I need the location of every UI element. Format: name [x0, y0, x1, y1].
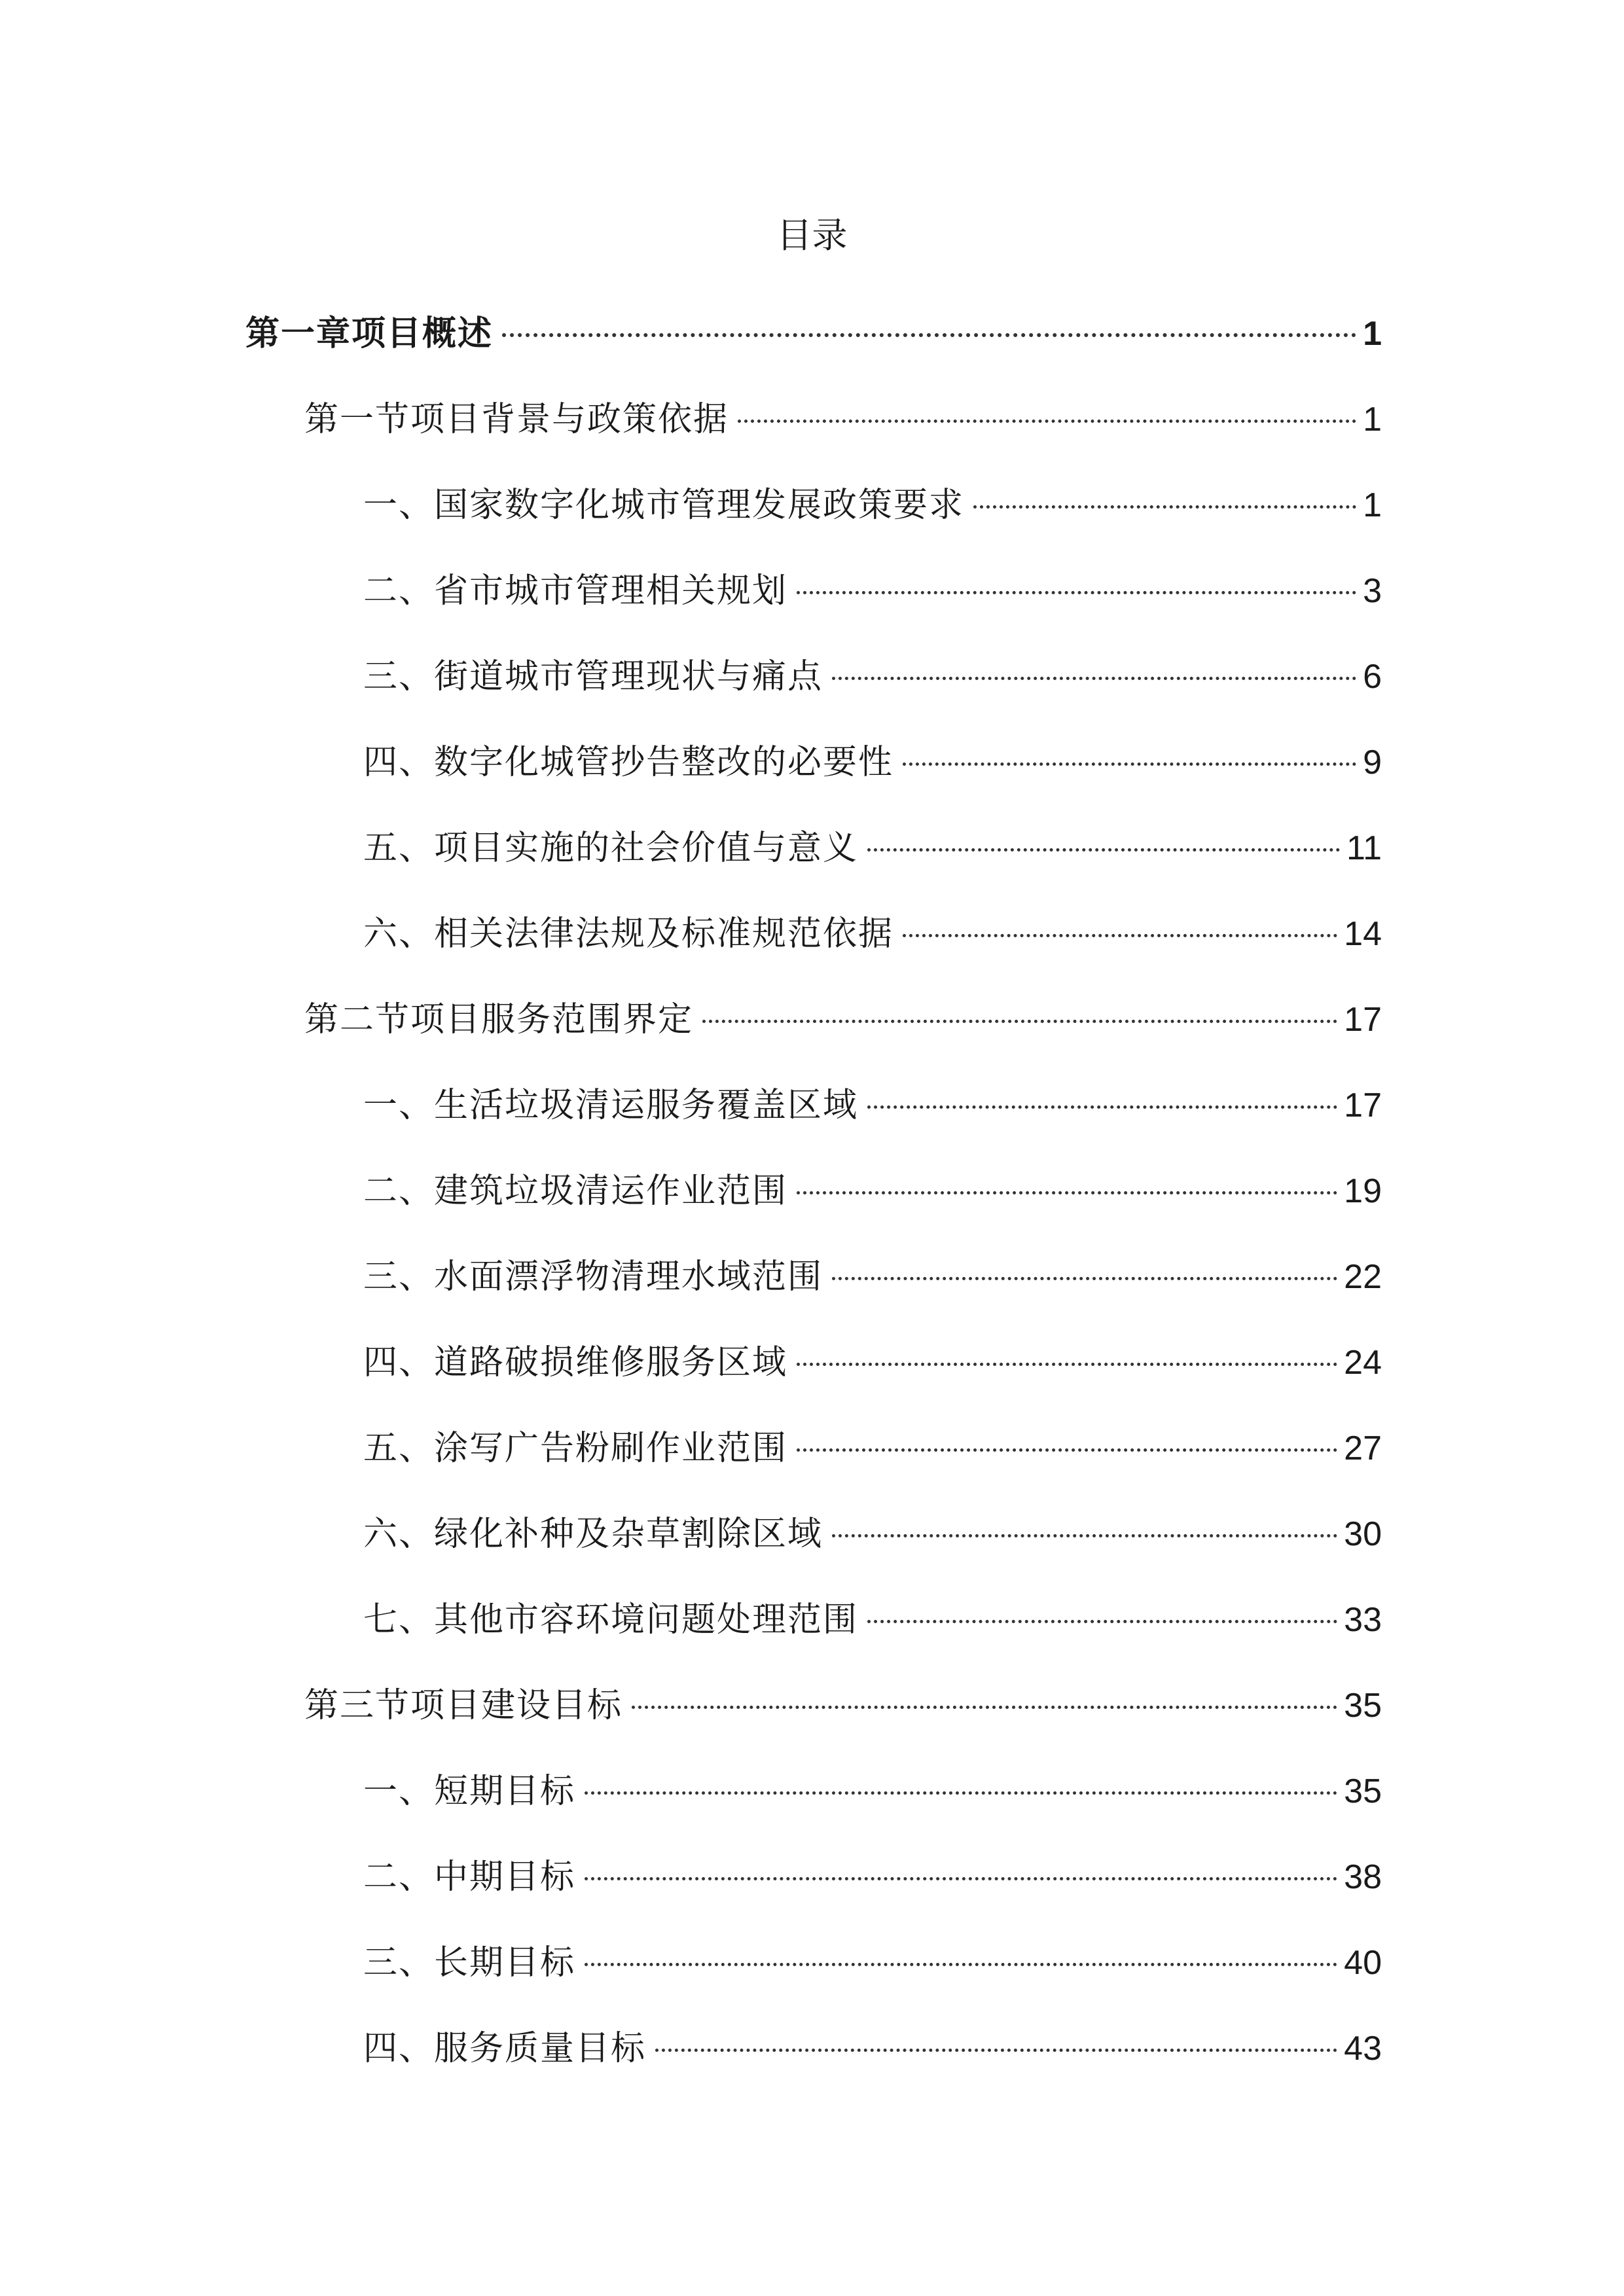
toc-entry-page: 1 — [1363, 486, 1382, 524]
toc-entry[interactable] — [0, 1412, 1624, 1498]
toc-entry-text: 第二节项目服务范围界定 — [304, 1000, 694, 1039]
dot-leader — [903, 762, 1356, 766]
toc-entry-page: 1 — [1363, 315, 1382, 353]
toc-entry[interactable] — [0, 1241, 1624, 1327]
toc-entry-page: 24 — [1344, 1344, 1382, 1382]
toc-entry-page: 40 — [1344, 1944, 1382, 1982]
toc-entry[interactable] — [0, 1069, 1624, 1155]
toc-entry[interactable] — [0, 298, 1624, 384]
toc-entry-page: 17 — [1344, 1001, 1382, 1039]
dot-leader — [632, 1706, 1337, 1709]
toc-entry-text: 六、相关法律法规及标准规范依据 — [363, 914, 894, 954]
dot-leader — [797, 1191, 1337, 1194]
toc-entry-page: 43 — [1344, 2030, 1382, 2068]
toc-entry[interactable] — [0, 898, 1624, 984]
toc-entry-page: 1 — [1363, 401, 1382, 439]
toc-entry-page: 14 — [1344, 915, 1382, 953]
toc-entry-text: 三、水面漂浮物清理水域范围 — [363, 1257, 823, 1297]
toc-entry[interactable] — [0, 726, 1624, 812]
dot-leader — [702, 1020, 1337, 1023]
toc-entry-page: 17 — [1344, 1086, 1382, 1124]
toc-entry[interactable] — [0, 1584, 1624, 1670]
toc-entry-page: 22 — [1344, 1258, 1382, 1296]
toc-entry-page: 38 — [1344, 1858, 1382, 1896]
toc-entry-page: 3 — [1363, 572, 1382, 610]
dot-leader — [585, 1963, 1337, 1966]
toc-entry-page: 19 — [1344, 1172, 1382, 1210]
toc-entry-text: 第三节项目建设目标 — [304, 1686, 623, 1725]
toc-title: 目录 — [776, 215, 848, 256]
toc-entry[interactable] — [0, 469, 1624, 555]
toc-entry-page: 27 — [1344, 1429, 1382, 1467]
dot-leader — [585, 1877, 1337, 1880]
dot-leader — [903, 934, 1337, 937]
toc-entry-text: 一、生活垃圾清运服务覆盖区域 — [363, 1086, 859, 1125]
toc-entry-page: 9 — [1363, 744, 1382, 781]
dot-leader — [867, 1620, 1337, 1623]
toc-entry[interactable] — [0, 1498, 1624, 1584]
toc-entry[interactable] — [0, 1155, 1624, 1241]
toc-entry[interactable] — [0, 1670, 1624, 1755]
toc-entry-page: 33 — [1344, 1601, 1382, 1639]
toc-entry-text: 第一节项目背景与政策依据 — [304, 400, 729, 439]
toc-entry-text: 三、长期目标 — [363, 1943, 576, 1982]
toc-entry[interactable] — [0, 384, 1624, 469]
toc-entry-page: 35 — [1344, 1772, 1382, 1810]
toc-entry-text: 六、绿化补种及杂草割除区域 — [363, 1515, 823, 1554]
toc-entry-text: 四、道路破损维修服务区域 — [363, 1343, 788, 1382]
toc-entry-text: 二、中期目标 — [363, 1857, 576, 1897]
toc-entry[interactable] — [0, 2013, 1624, 2098]
toc-entry[interactable] — [0, 641, 1624, 726]
toc-entry-text: 二、建筑垃圾清运作业范围 — [363, 1172, 788, 1211]
toc-entry-text: 第一章项目概述 — [245, 314, 494, 353]
toc-entry[interactable] — [0, 555, 1624, 641]
toc-entry-page: 30 — [1344, 1515, 1382, 1553]
dot-leader — [797, 1363, 1337, 1366]
dot-leader — [832, 677, 1356, 680]
dot-leader — [655, 2049, 1337, 2052]
toc-entry-text: 五、涂写广告粉刷作业范围 — [363, 1429, 788, 1468]
toc-entry[interactable] — [0, 812, 1624, 898]
toc-entry-text: 三、街道城市管理现状与痛点 — [363, 657, 823, 696]
toc-entry-text: 一、国家数字化城市管理发展政策要求 — [363, 486, 965, 525]
dot-leader — [585, 1791, 1337, 1795]
dot-leader — [867, 848, 1340, 852]
toc-entry[interactable] — [0, 1755, 1624, 1841]
toc-entry-text: 二、省市城市管理相关规划 — [363, 571, 788, 611]
toc-entry-text: 一、短期目标 — [363, 1772, 576, 1811]
toc-entry-text: 五、项目实施的社会价值与意义 — [363, 829, 859, 868]
dot-leader — [738, 420, 1356, 423]
dot-leader — [502, 333, 1356, 337]
dot-leader — [832, 1534, 1337, 1537]
toc-entry-page: 35 — [1344, 1687, 1382, 1725]
toc-entry[interactable] — [0, 1841, 1624, 1927]
dot-leader — [973, 505, 1356, 509]
toc-entry[interactable] — [0, 1927, 1624, 2013]
toc-entry-page: 11 — [1346, 829, 1382, 867]
toc-list — [0, 298, 1624, 2098]
dot-leader — [797, 591, 1356, 594]
dot-leader — [832, 1277, 1337, 1280]
dot-leader — [867, 1105, 1337, 1109]
toc-entry-page: 6 — [1363, 658, 1382, 696]
toc-entry-text: 四、服务质量目标 — [363, 2029, 647, 2068]
toc-entry[interactable] — [0, 1327, 1624, 1412]
toc-entry-text: 四、数字化城管抄告整改的必要性 — [363, 743, 894, 782]
toc-entry[interactable] — [0, 984, 1624, 1069]
dot-leader — [797, 1448, 1337, 1452]
toc-entry-text: 七、其他市容环境问题处理范围 — [363, 1600, 859, 1640]
